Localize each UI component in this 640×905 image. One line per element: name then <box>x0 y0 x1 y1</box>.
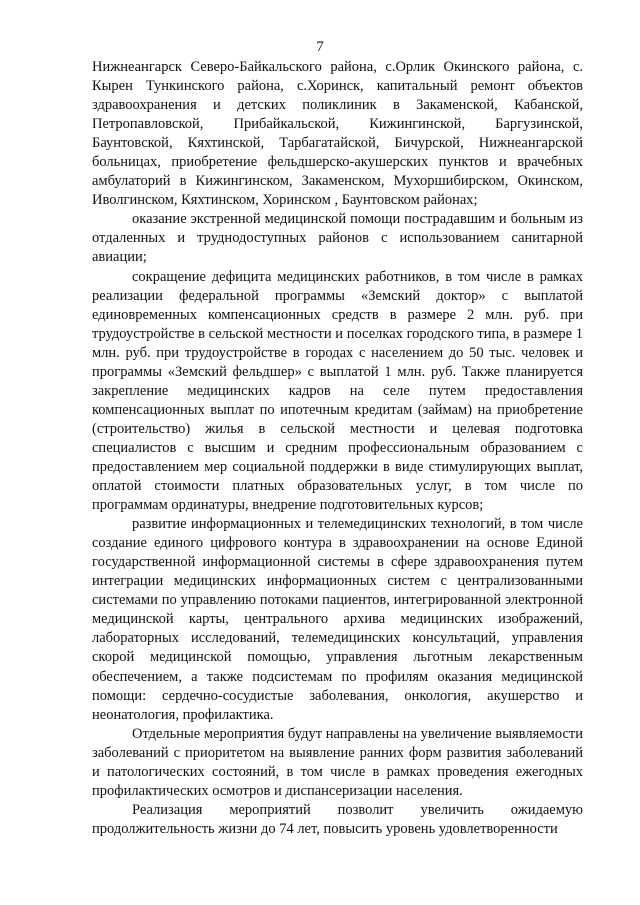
paragraph-life-expectancy: Реализация мероприятий позволит увеличить ожидаемую продолжительность жизни до 74 лет, повысить уровень удовлетворенности <box>92 801 583 837</box>
paragraph-emergency-aviation: оказание экстренной медицинской помощи пострадавшим и больным из отдаленных и труднодоступных районов с использованием санитарной авиации; <box>92 211 583 266</box>
paragraph-continuation: Нижнеангарск Северо-Байкальского района, с.Орлик Окинского района, с. Кырен Тункинского района, с.Хоринск, капитальный ремонт объектов здравоохранения и детских поликлиник в Закаменской, Кабанской, Петропавловской, Прибайкальской, Кижингинской, Баргузинской, Баунтовской, Кяхтинской, Тарбагатайской, Бичурской, Нижнеангарской больницах, приобретение фельдшерско-акушерских пунктов и врачебных амбулаторий в Кижингинском, Закаменском, Мухоршибирском, Окинском, Иволгинском, Кяхтинском, Хоринском , Баунтовском районах; <box>92 59 583 209</box>
page-number: 7 <box>316 39 324 55</box>
paragraph-it-telemedicine: развитие информационных и телемедицинских технологий, в том числе создание единого цифрового контура в здравоохранении на основе Единой государственной информационной системы в сфере здравоохранения путем интеграции медицинских информационных систем с централизованными системами по управлению потоками пациентов, интегрированной электронной медицинской карты, центрального архива медицинских изображений, лабораторных исследований, телемедицинских консультаций, управления скорой медицинской помощью, управления льготным лекарственным обеспечением, а также подсистемам по профилям оказания медицинской помощи: сердечно-сосудистые заболевания, онкология, акушерство и неонатология, профилактика. <box>92 516 583 723</box>
body-text <box>92 58 583 839</box>
paragraph-early-detection: Отдельные мероприятия будут направлены на увеличение выявляемости заболеваний с приоритетом на выявление ранних форм развития заболеваний и патологических состояний, в том числе в рамках проведения ежегодных профилактических осмотров и диспансеризации населения. <box>92 725 583 799</box>
paragraph-staff-shortage: сокращение дефицита медицинских работников, в том числе в рамках реализации федеральной программы «Земский доктор» с выплатой единовременных компенсационных средств в размере 2 млн. руб. при трудоустройстве в сельской местности и поселках городского типа, в размере 1 млн. руб. при трудоустройстве в городах с населением до 50 тыс. человек и программы «Земский фельдшер» с выплатой 1 млн. руб. Также планируется закрепление медицинских кадров на селе путем предоставления компенсационных выплат по ипотечным кредитам (займам) на приобретение (строительство) жилья в сельской местности и целевая подготовка специалистов с высшим и средним профессиональным образованием с предоставлением мер социальной поддержки в виде стимулирующих выплат, оплатой стоимости платных образовательных услуг, в том числе по программам ординатуры, внедрение подготовительных курсов; <box>92 268 583 514</box>
